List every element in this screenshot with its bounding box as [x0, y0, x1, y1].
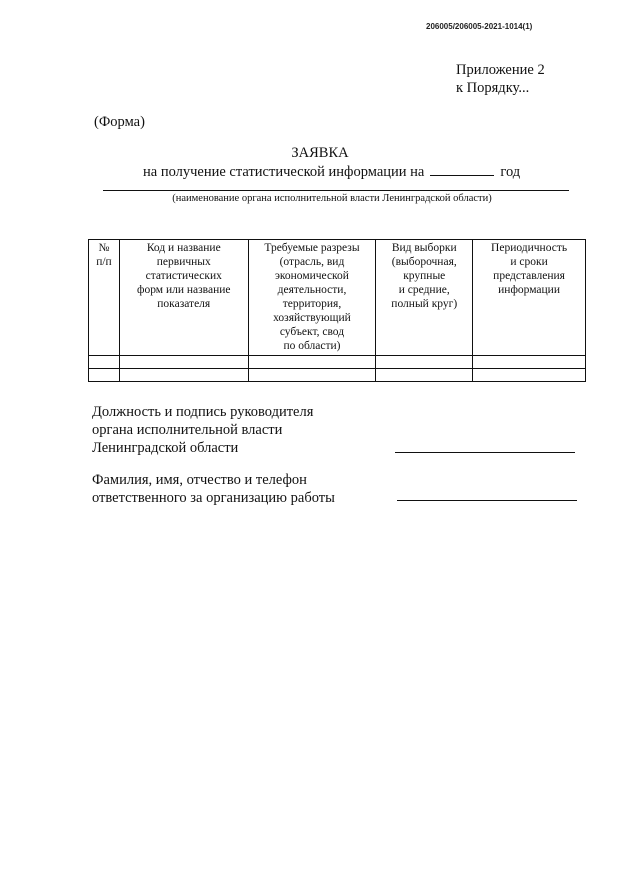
organ-name-caption: (наименование органа исполнительной власти Ленинградской области)	[172, 193, 492, 204]
table-row	[89, 369, 586, 382]
text-line: п/п	[96, 256, 112, 268]
table-cell[interactable]	[248, 369, 376, 382]
table-row	[89, 356, 586, 369]
text-line: Требуемые разрезы	[264, 242, 360, 254]
text-line: статистических	[145, 270, 222, 282]
subtitle-prefix: на получение статистической информации на	[143, 164, 425, 180]
header-breakdowns	[248, 240, 376, 356]
head-signature-line[interactable]	[395, 452, 575, 453]
text-line: субъект, свод	[279, 326, 345, 338]
table-cell[interactable]	[89, 369, 120, 382]
subtitle-suffix: год	[500, 164, 521, 180]
table-cell[interactable]	[89, 356, 120, 369]
text-line: представления	[493, 270, 565, 282]
text-line: по области)	[283, 340, 341, 352]
text-line: первичных	[156, 256, 211, 268]
appendix-line-1: Приложение 2	[456, 62, 545, 78]
text-line: (выборочная,	[391, 256, 457, 268]
text-line: и средние,	[398, 284, 450, 296]
text-line: территория,	[282, 298, 342, 310]
header-form-code	[119, 240, 248, 356]
responsible-person-label	[92, 471, 335, 507]
table-cell[interactable]	[119, 369, 248, 382]
table-cell[interactable]	[473, 369, 586, 382]
text-line: ответственного за организацию работы	[92, 490, 335, 506]
header-sample-type	[376, 240, 473, 356]
text-line: Вид выборки	[391, 242, 457, 254]
header-label	[252, 241, 373, 353]
text-line: Ленинградской области	[92, 440, 239, 456]
appendix-line-2: к Порядку...	[456, 80, 530, 96]
document-subtitle	[143, 162, 520, 181]
header-label	[476, 241, 582, 297]
organ-name-line[interactable]	[103, 190, 569, 191]
document-title: ЗАЯВКА	[291, 145, 349, 161]
table-cell[interactable]	[376, 356, 473, 369]
text-line: деятельности,	[277, 284, 347, 296]
head-signature-label	[92, 403, 313, 457]
text-line: и сроки	[510, 256, 548, 268]
header-label	[379, 241, 469, 311]
text-line: №	[98, 242, 110, 254]
header-number	[89, 240, 120, 356]
table-cell[interactable]	[376, 369, 473, 382]
text-line: форм или название	[137, 284, 231, 296]
text-line: показателя	[157, 298, 211, 310]
request-table	[88, 239, 586, 382]
table-cell[interactable]	[119, 356, 248, 369]
text-line: Код и название	[146, 242, 221, 254]
text-line: крупные	[403, 270, 446, 282]
text-line: Периодичность	[491, 242, 568, 254]
year-blank-field[interactable]	[430, 162, 494, 176]
responsible-person-line[interactable]	[397, 500, 577, 501]
text-line: хозяйствующий	[273, 312, 351, 324]
table-header-row	[89, 240, 586, 356]
header-label	[92, 241, 116, 269]
text-line: (отрасль, вид	[279, 256, 345, 268]
table-cell[interactable]	[248, 356, 376, 369]
form-label: (Форма)	[94, 114, 145, 130]
text-line: полный круг)	[391, 298, 458, 310]
header-label	[123, 241, 245, 311]
document-id: 206005/206005-2021-1014(1)	[426, 22, 533, 31]
text-line: экономической	[274, 270, 349, 282]
table-cell[interactable]	[473, 356, 586, 369]
header-periodicity	[473, 240, 586, 356]
text-line: органа исполнительной власти	[92, 422, 283, 438]
text-line: Фамилия, имя, отчество и телефон	[92, 472, 307, 488]
text-line: Должность и подпись руководителя	[92, 404, 314, 420]
text-line: информации	[498, 284, 560, 296]
